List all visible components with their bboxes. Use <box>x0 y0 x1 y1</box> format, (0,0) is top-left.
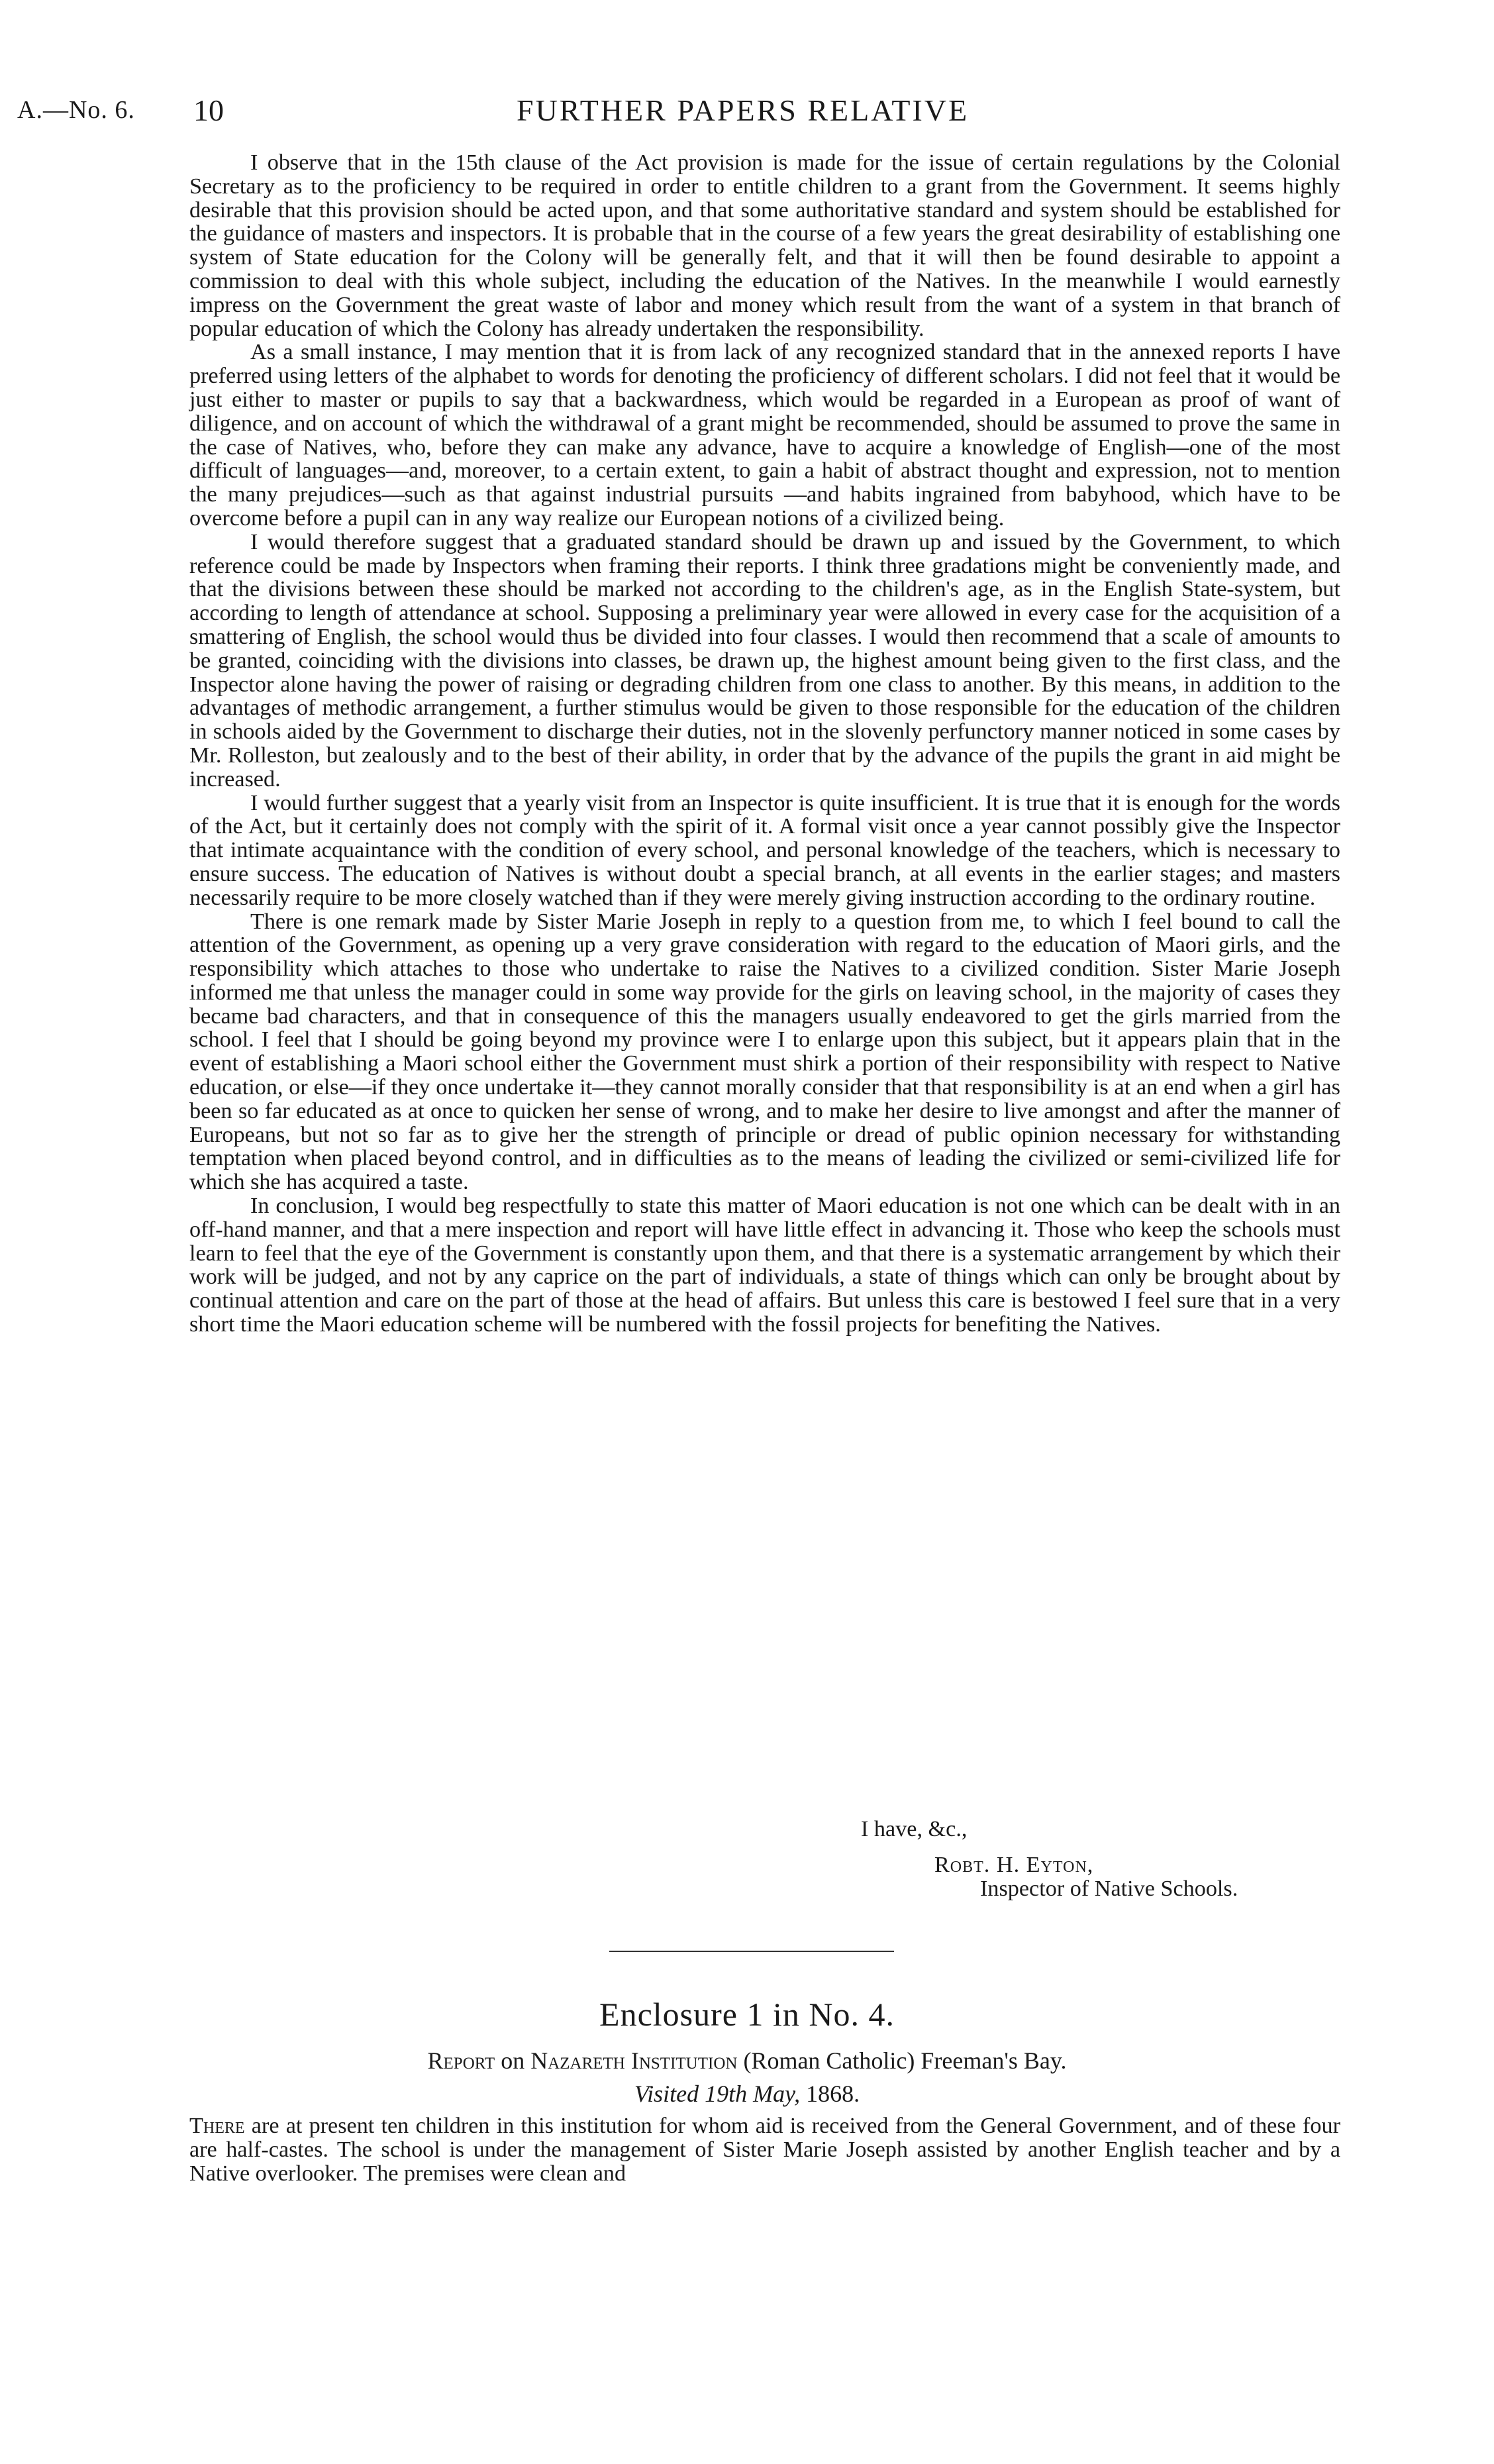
paragraph: There is one remark made by Sister Marie Joseph in reply to a question from me, to which I feel bound to call the attention of the Government, as opening up a very grave consideration with regard to the education of Maori girls, and the responsibility which attaches to those who undertake to raise the Natives to a civilized condition. Sister Marie Joseph informed me that unless the manager could in some way provide for the girls on leaving school, in the majority of cases they became bad characters, and that in consequence of this the managers usually endeavored to get the girls married from the school. I feel that I should be going beyond my province were I to enlarge upon this subject, but it appears plain that in the event of establishing a Maori school either the Government must shirk a portion of their responsibility with respect to Native education, or else—if they once undertake it—they cannot morally consider that that responsibility is at an end when a girl has been so far educated as at once to quicken her sense of wrong, and to make her desire to live amongst and after the manner of Europeans, but not so far as to give her the strength of principle or dread of public opinion necessary for withstanding temptation when placed beyond control, and in difficulties as to the means of leading the civilized or semi-civilized life for which she has acquired a taste. <box>189 909 1340 1195</box>
paragraph: I would further suggest that a yearly visit from an Inspector is quite insufficient. It is true that it is enough for the words of the Act, but it certainly does not comply with the spirit of it. A formal visit once a year cannot possibly give the Inspector that intimate acquaintance with the condition of every school, and personal knowledge of the teachers, which is necessary to ensure success. The education of Natives is without doubt a special branch, at all events in the earlier stages; and masters necessarily require to be more closely watched than if they were merely giving instruction according to the ordinary routine. <box>189 790 1340 910</box>
enclosure-heading: Enclosure 1 in No. 4. <box>599 1996 895 2033</box>
paragraph: I observe that in the 15th clause of the Act provision is made for the issue of certain regulations by the Colonial Secretary as to the proficiency to be required in order to entitle children to a grant from the Government. It seems highly desirable that this provision should be acted upon, and that some authoritative standard and system should be established for the guidance of masters and inspectors. It is probable that in the course of a few years the great desirability of establishing one system of State education for the Colony will be generally felt, and that it will then be found desirable to appoint a commission to deal with this whole subject, including the education of the Natives. In the meanwhile I would earnestly impress on the Government the great waste of labor and money which result from the want of a system in that branch of popular education of which the Colony has already undertaken the responsibility. <box>189 150 1340 341</box>
letter-body <box>189 151 1340 1337</box>
report-title <box>0 2047 1494 2075</box>
report-first-word: There <box>189 2114 245 2138</box>
visited-month: May, <box>753 2080 801 2107</box>
report-label: Report <box>427 2047 495 2074</box>
paragraph: As a small instance, I may mention that it is from lack of any recognized standard that in the annexed reports I have preferred using letters of the alphabet to words for denoting the proficiency of different scholars. I did not feel that it would be just either to master or pupils to say that a backwardness, which would be regarded in a European as proof of want of diligence, and on account of which the withdrawal of a grant might be recommended, should be assumed to prove the same in the case of Natives, who, before they can make any advance, have to acquire a knowledge of English—one of the most difficult of languages—and, moreover, to a certain extent, to gain a habit of abstract thought and expression, not to mention the many prejudices—such as that against industrial pursuits —and habits ingrained from babyhood, which have to be overcome before a pupil can in any way realize our European notions of a civilized being. <box>189 340 1340 531</box>
report-body <box>189 2114 1340 2185</box>
report-paragraph <box>189 2114 1340 2185</box>
report-text: are at present ten children in this institution for whom aid is received from the General Government, and of these four are half-castes. The school is under the management of Sister Marie Joseph assisted by another English teacher and by a Native overlooker. The premises were clean and <box>189 2114 1341 2186</box>
institution-details: (Roman Catholic) Freeman's Bay. <box>743 2047 1067 2074</box>
visited-year: 1868. <box>806 2080 860 2107</box>
section-divider <box>609 1951 894 1952</box>
report-on: on <box>501 2047 525 2074</box>
visited-day: 19th <box>705 2080 748 2107</box>
visit-date <box>0 2080 1494 2108</box>
paragraph: I would therefore suggest that a graduated standard should be drawn up and issued by the Government, to which reference could be made by Inspectors when framing their reports. I think three gradations might be conveniently made, and that the divisions between these should be marked not according to the children's age, as in the English State-system, but according to length of attendance at school. Supposing a preliminary year were allowed in every case for the acquisition of a smattering of English, the school would thus be divided into four classes. I would then recommend that a scale of amounts to be granted, coinciding with the divisions into classes, be drawn up, the highest amount being given to the first class, and the Inspector alone having the power of raising or degrading children from one class to another. By this means, in addition to the advantages of methodic arrangement, a further stimulus would be given to those responsible for the education of the children in schools aided by the Government to discharge their duties, not in the slovenly perfunctory manner noticed in some cases by Mr. Rolleston, but zealously and to the best of their ability, in order that by the advance of the pupils the grant in aid might be increased. <box>189 529 1340 792</box>
closing-salutation: I have, &c., <box>861 1817 968 1841</box>
running-title: FURTHER PAPERS RELATIVE <box>517 93 970 127</box>
signatory-name: Robt. H. Eyton, <box>934 1853 1094 1877</box>
institution-name: Nazareth Institution <box>530 2047 738 2074</box>
signatory-title: Inspector of Native Schools. <box>980 1876 1238 1901</box>
page-header <box>0 93 1494 132</box>
visited-label: Visited <box>634 2080 699 2107</box>
paper-reference: A.—No. 6. <box>17 96 135 124</box>
paragraph: In conclusion, I would beg respectfully to state this matter of Maori education is not one which can be dealt with in an off-hand manner, and that a mere inspection and report will have little effect in advancing it. Those who keep the schools must learn to feel that the eye of the Government is constantly upon them, and that there is a systematic arrangement by which their work will be judged, and not by any caprice on the part of individuals, a state of things which can only be brought about by continual attention and care on the part of those at the head of affairs. But unless this care is bestowed I feel sure that in a very short time the Maori education scheme will be numbered with the fossil projects for benefiting the Natives. <box>189 1194 1340 1337</box>
page-number: 10 <box>193 93 224 127</box>
